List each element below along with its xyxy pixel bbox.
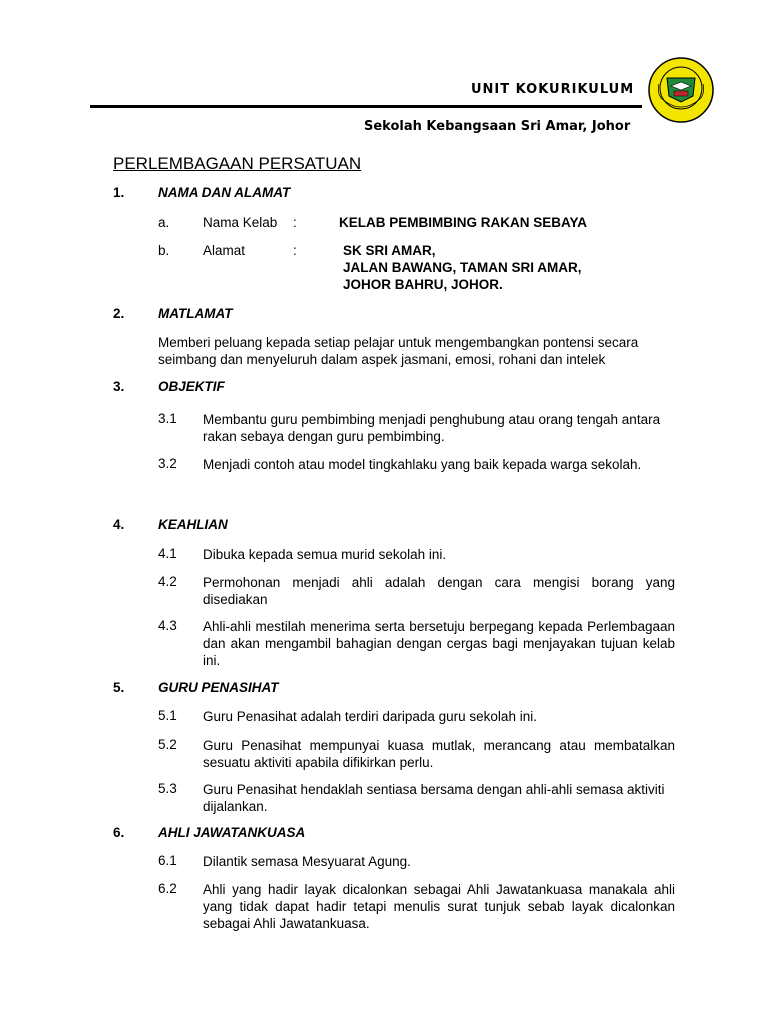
item-number: 5.1 (158, 708, 177, 723)
section-title: KEAHLIAN (158, 517, 228, 532)
section-number: 2. (113, 306, 125, 321)
item-number: 4.1 (158, 546, 177, 561)
section-number: 6. (113, 825, 125, 840)
header-rule (90, 105, 642, 108)
section-title: NAMA DAN ALAMAT (158, 185, 291, 200)
field-letter: b. (158, 243, 170, 258)
item-text: Ahli yang hadir layak dicalonkan sebagai Ahli Jawatankuasa manakala ahli yang tidak dapat hadir tetapi menulis surat tunjuk sebab layak dicalonkan sebagai Ahli Jawatankuasa. (203, 882, 675, 931)
field-value-line: SK SRI AMAR, (343, 243, 436, 258)
field-letter: a. (158, 215, 170, 230)
school-name: Sekolah Kebangsaan Sri Amar, Johor (364, 119, 631, 134)
school-crest-logo (647, 56, 715, 124)
section-title: MATLAMAT (158, 306, 233, 321)
item-number: 3.1 (158, 411, 177, 426)
section-paragraph: Memberi peluang kepada setiap pelajar untuk mengembangkan pontensi secara seimbang dan menyeluruh dalam aspek jasmani, emosi, rohani dan intelek (158, 335, 639, 367)
field-value-line: JOHOR BAHRU, JOHOR. (343, 277, 503, 292)
item-number: 5.3 (158, 781, 177, 796)
unit-heading: UNIT KOKURIKULUM (471, 82, 635, 97)
item-number: 6.1 (158, 853, 177, 868)
section-number: 5. (113, 680, 125, 695)
item-number: 6.2 (158, 881, 177, 896)
item-text: Dibuka kepada semua murid sekolah ini. (203, 547, 447, 562)
field-separator: : (293, 215, 297, 230)
item-number: 4.3 (158, 618, 177, 633)
item-text: Menjadi contoh atau model tingkahlaku yang baik kepada warga sekolah. (203, 457, 642, 472)
item-text: Membantu guru pembimbing menjadi penghubung atau orang tengah antara rakan sebaya dengan guru pembimbing. (203, 412, 661, 444)
item-number: 4.2 (158, 574, 177, 589)
item-number: 5.2 (158, 737, 177, 752)
document-title: PERLEMBAGAAN PERSATUAN (113, 154, 362, 173)
item-text: Guru Penasihat hendaklah sentiasa bersama dengan ahli-ahli semasa aktiviti dijalankan. (203, 782, 665, 814)
section-number: 1. (113, 185, 125, 200)
section-number: 3. (113, 379, 125, 394)
item-text: Guru Penasihat mempunyai kuasa mutlak, merancang atau membatalkan sesuatu aktiviti apabila difikirkan perlu. (203, 738, 675, 770)
field-value-line: JALAN BAWANG, TAMAN SRI AMAR, (343, 260, 582, 275)
item-text: Guru Penasihat adalah terdiri daripada guru sekolah ini. (203, 709, 537, 724)
section-title: OBJEKTIF (158, 379, 225, 394)
field-label: Nama Kelab (203, 215, 278, 230)
section-number: 4. (113, 517, 125, 532)
field-value: KELAB PEMBIMBING RAKAN SEBAYA (339, 215, 588, 230)
item-number: 3.2 (158, 456, 177, 471)
item-text: Dilantik semasa Mesyuarat Agung. (203, 854, 411, 869)
section-title: AHLI JAWATANKUASA (158, 825, 306, 840)
field-label: Alamat (203, 243, 246, 258)
item-text: Ahli-ahli mestilah menerima serta bersetuju berpegang kepada Perlembagaan dan akan mengambil bahagian dengan cergas bagi menjayakan tujuan kelab ini. (203, 619, 675, 668)
section-title: GURU PENASIHAT (158, 680, 279, 695)
item-text: Permohonan menjadi ahli adalah dengan cara mengisi borang yang disediakan (203, 575, 675, 607)
field-separator: : (293, 243, 297, 258)
